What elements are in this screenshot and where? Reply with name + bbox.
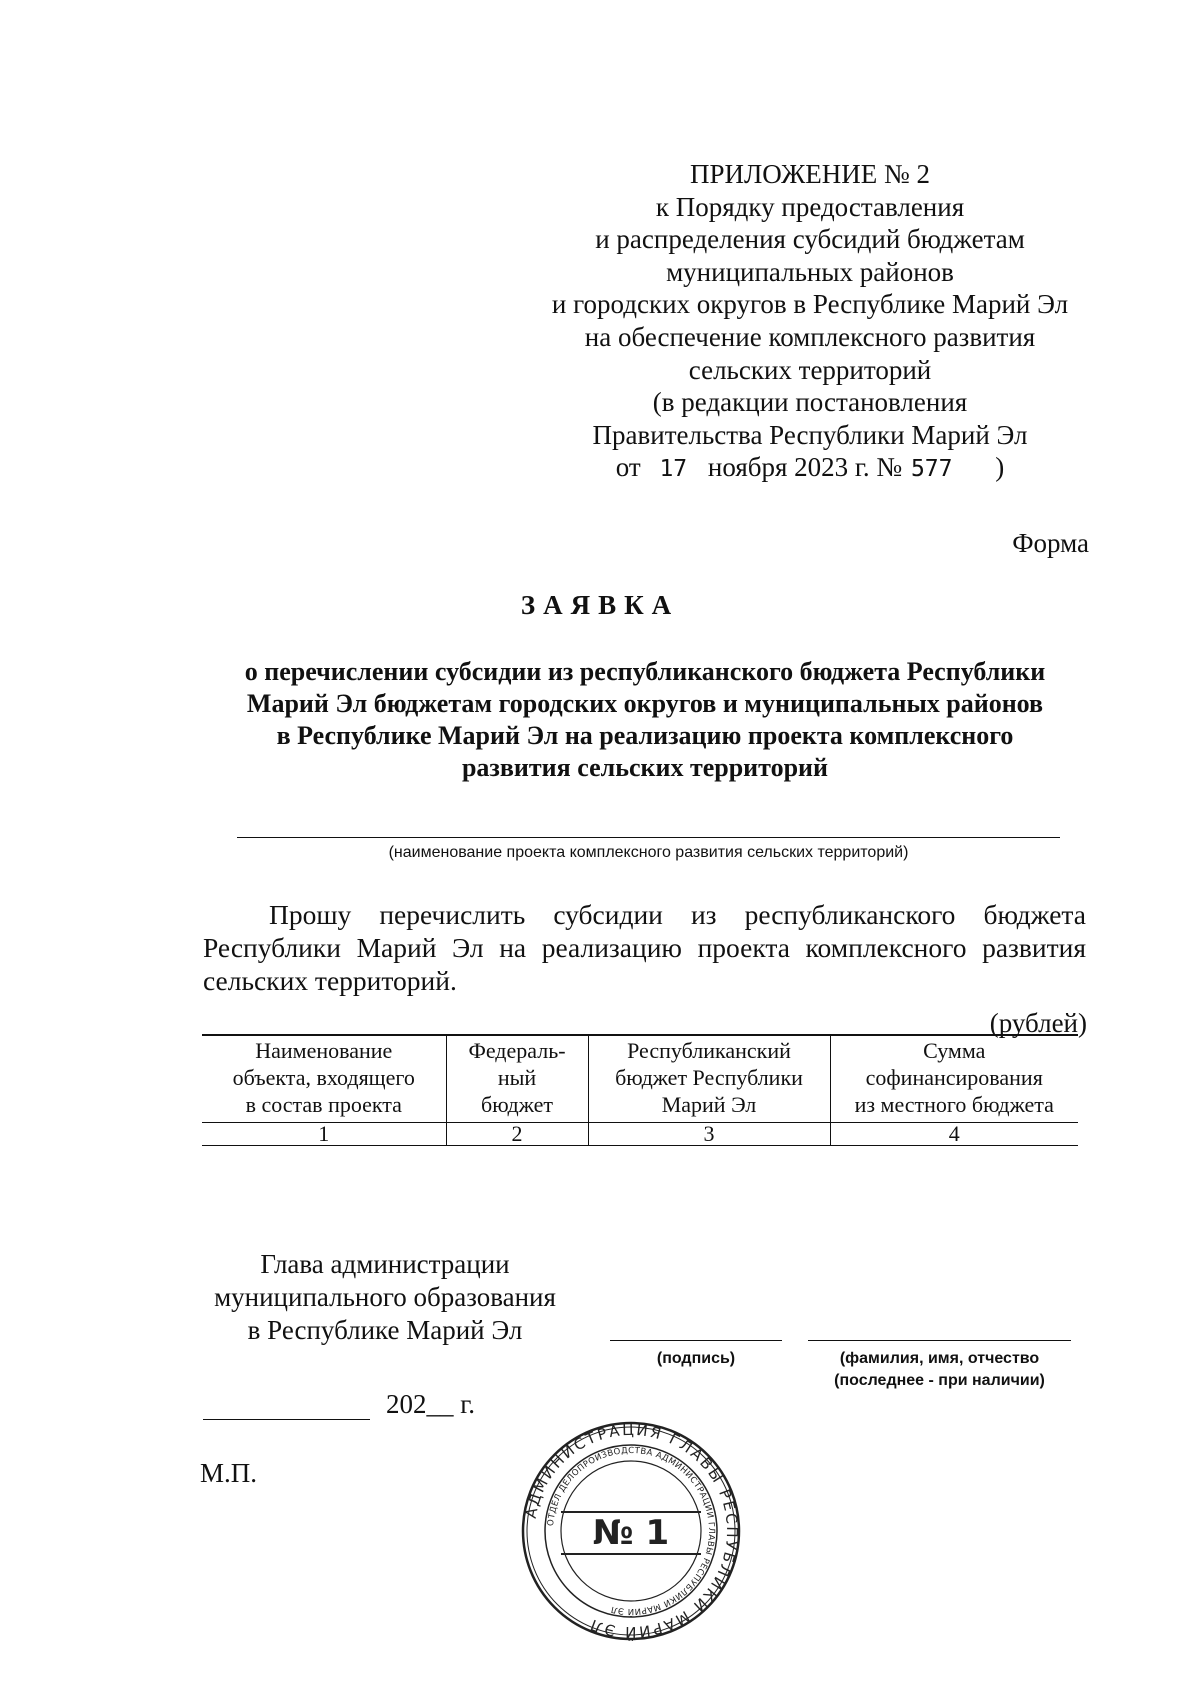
table-row [202,1123,1078,1146]
table-header-cell: Сумма софинансирования из местного бюджета [830,1035,1078,1123]
form-label: Форма [1012,528,1089,558]
subject-line: о перечислении субсидии из республиканского бюджета Республики [244,657,1046,686]
subject-line: Марий Эл бюджетам городских округов и муниципальных районов [246,689,1044,718]
signer-line: в Республике Марий Эл [247,1315,523,1345]
signature-line [610,1340,782,1341]
date-number: 577 [910,456,953,483]
stamp-inner-text: ОТДЕЛ ДЕЛОПРОИЗВОДСТВА АДМИНИСТРАЦИИ ГЛАВЫ РЕСПУБЛИКИ МАРИЙ ЭЛ [546,1445,717,1617]
table-cell: 4 [830,1123,1078,1146]
date-close: ) [995,452,1005,483]
signer-line: муниципального образования [214,1282,556,1312]
seal-label: М.П. [200,1458,258,1488]
request-line: Республики Марий Эл на реализацию проекта комплексного развития [203,932,1086,963]
stamp-number: № 1 [592,1513,670,1553]
document-subject [195,656,1095,784]
appendix-line: Правительства Республики Марий Эл [592,419,1028,450]
name-caption: (фамилия, имя, отчество [839,1350,1040,1367]
signature-caption: (подпись) [656,1350,736,1367]
name-caption: (последнее - при наличии) [834,1372,1045,1389]
appendix-line: и распределения субсидий бюджетам [595,224,1025,255]
name-line [808,1340,1071,1341]
funding-table [202,1034,1078,1146]
date-rest: ноября 2023 г. № [707,452,903,483]
appendix-line: к Порядку предоставления [655,191,965,222]
date-prefix: от [615,452,641,483]
table-cell: 3 [588,1123,830,1146]
date-blank-line [203,1419,370,1420]
subject-line: развития сельских территорий [461,753,829,782]
signer-line: Глава администрации [260,1249,510,1279]
table-header-cell: Федераль- ный бюджет [446,1035,588,1123]
project-caption: (наименование проекта комплексного развития сельских территорий) [388,844,909,861]
project-name-line [237,837,1060,838]
appendix-line: сельских территорий [688,354,932,385]
request-line: сельских территорий. [203,965,457,996]
appendix-date-line [520,451,1100,486]
appendix-line: на обеспечение комплексного развития [584,321,1036,352]
table-cell: 2 [446,1123,588,1146]
table-cell: 1 [202,1123,446,1146]
request-paragraph [203,898,1086,997]
stamp-outer-text: АДМИНИСТРАЦИЯ ГЛАВЫ РЕСПУБЛИКИ МАРИЙ ЭЛ [521,1420,742,1642]
appendix-line: (в редакции постановления [652,387,968,418]
table-header-cell: Республиканский бюджет Республики Марий Эл [588,1035,830,1123]
date-day: 17 [659,456,688,483]
signer-title [205,1248,565,1347]
official-stamp [520,1420,742,1642]
appendix-line: муниципальных районов [666,256,954,287]
units-label: (рублей) [989,1008,1087,1038]
table-header-cell: Наименование объекта, входящего в состав проекта [202,1035,446,1123]
subject-line: в Республике Марий Эл на реализацию проекта комплексного [276,721,1014,750]
appendix-line: ПРИЛОЖЕНИЕ № 2 [689,159,931,189]
appendix-header [520,158,1100,486]
date-year: 202__ г. [386,1389,476,1419]
request-line: Прошу перечислить субсидии из республиканского бюджета [269,899,1086,930]
table-header-row [202,1035,1078,1123]
document-title: ЗАЯВКА [520,590,680,620]
appendix-line: и городских округов в Республике Марий Эл [551,289,1069,320]
